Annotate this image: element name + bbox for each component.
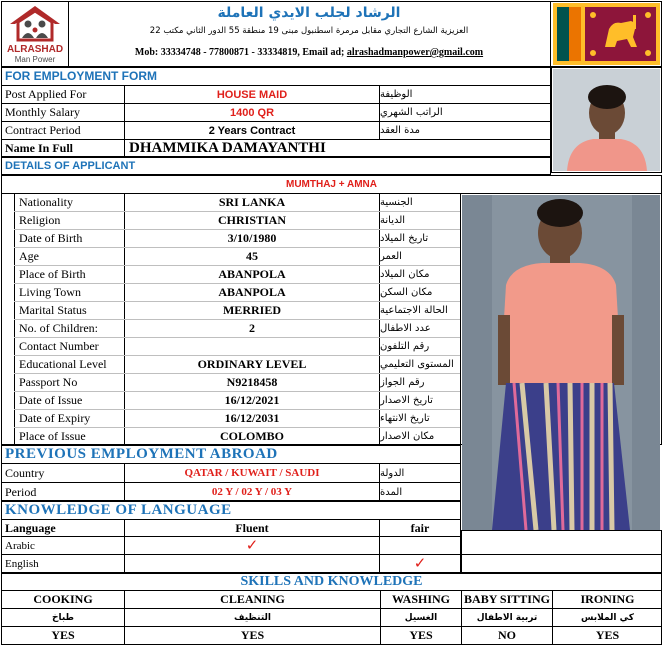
name-label: Name In Full [5,141,74,155]
skill-name: IRONING [580,592,635,606]
full-name: DHAMMIKA DAMAYANTHI [129,140,326,156]
detail-label: Marital Status [19,303,87,317]
detail-label: Date of Issue [19,393,83,407]
section-language: KNOWLEDGE OF LANGUAGE [5,501,232,518]
detail-label-ar: مكان الميلاد [380,269,430,280]
detail-label: Place of Issue [19,429,86,443]
detail-value: 2 [249,321,255,335]
logo-text: ALRASHAD [6,44,64,55]
detail-value [125,338,379,355]
detail-label-ar: تاريخ الميلاد [380,233,429,244]
detail-label-ar: مكان الاصدار [380,431,435,442]
detail-label-ar: الحالة الاجتماعية [380,305,448,316]
skill-name: CLEANING [220,592,285,606]
applicant-photo-large [462,195,660,530]
detail-label: Date of Expiry [19,411,91,425]
contract-label-ar: مدة العقد [380,125,420,136]
detail-label-ar: الديانة [380,215,406,226]
skill-value: YES [595,628,620,642]
skill-name-ar: الغسيل [404,612,438,623]
section-previous: PREVIOUS EMPLOYMENT ABROAD [5,445,278,462]
detail-label-ar: تاريخ الانتهاء [380,413,430,424]
detail-label: Place of Birth [19,267,86,281]
detail-value: COLOMBO [219,429,284,443]
post-value: HOUSE MAID [216,88,288,101]
detail-value: ORDINARY LEVEL [197,357,307,371]
skill-value: YES [409,628,433,642]
agent-name: MUMTHAJ + AMNA [285,179,377,190]
salary-value: 1400 QR [229,106,275,119]
company-title-ar: الرشاد لجلب الايدي العاملة [217,5,401,21]
detail-label: Nationality [19,195,73,209]
period-value: 02 Y / 02 Y / 03 Y [211,486,293,498]
detail-value: 45 [246,249,258,263]
detail-value: ABANPOLA [218,285,286,299]
skill-value: NO [498,628,516,642]
contract-label: Contract Period [5,123,81,137]
detail-value: MERRIED [222,303,281,317]
post-label: Post Applied For [5,87,87,101]
skill-value: YES [240,628,265,642]
detail-value: SRI LANKA [218,195,286,209]
detail-label: Age [19,249,39,263]
detail-label-ar: عدد الاطفال [380,323,431,334]
skill-name-ar: طباخ [51,612,75,623]
detail-label: Contact Number [19,339,99,353]
detail-label-ar: العمر [380,251,402,262]
company-contact [70,47,548,58]
skill-name: BABY SITTING [464,592,550,606]
fluent-col-header: Fluent [235,520,269,535]
check-mark-icon: ✓ [245,538,259,554]
detail-value: 16/12/2031 [224,411,280,425]
salary-label-ar: الراتب الشهري [380,107,443,118]
detail-label-ar: تاريخ الاصدار [380,395,433,406]
detail-label-ar: مكان السكن [380,287,433,298]
detail-value: ABANPOLA [218,267,286,281]
country-value: QATAR / KUWAIT / SAUDI [184,467,320,479]
country-label-ar: الدولة [380,467,405,479]
detail-label-ar: الجنسية [380,197,413,208]
detail-label: No. of Children: [19,321,98,335]
period-label-ar: المدة [380,486,403,498]
house-people-icon [4,4,66,44]
applicant-photo-small [553,69,660,171]
period-label: Period [5,484,37,499]
skill-value: YES [51,628,75,642]
english-fluent [125,555,379,572]
language-arabic: Arabic [5,539,35,552]
company-address-ar: العزيزية الشارع التجاري مقابل مرمرة اسطنبول مبنى 19 منطقة 55 الدور الثاني مكتب 22 [149,26,469,36]
contract-value: 2 Years Contract [208,124,296,137]
detail-value: 3/10/1980 [227,231,277,245]
detail-value: N9218458 [226,375,278,389]
detail-label: Educational Level [19,357,107,371]
post-label-ar: الوظيفة [380,89,413,100]
logo-subtext: Man Power [14,55,56,64]
detail-label: Living Town [19,285,81,299]
detail-label-ar: رقم الجواز [380,377,425,388]
sri-lanka-flag-icon [553,3,660,65]
skill-name-ar: التنظيف [234,612,271,623]
fair-col-header: fair [410,520,430,535]
section-employment: FOR EMPLOYMENT FORM [5,69,157,83]
detail-value: 16/12/2021 [224,393,280,407]
detail-label: Passport No [19,375,78,389]
language-english: English [5,557,39,570]
skill-name-ar: تربية الاطفال [476,612,538,623]
contact-email[interactable]: alrashadmanpower@gmail.com [346,47,484,58]
section-applicant: DETAILS OF APPLICANT [5,160,136,172]
skill-name-ar: كي الملابس [581,612,634,623]
language-col-header: Language [5,520,56,535]
detail-label: Date of Birth [19,231,83,245]
detail-label: Religion [19,213,61,227]
section-skills: SKILLS AND KNOWLEDGE [240,573,423,589]
detail-label-ar: المستوى التعليمي [380,359,454,370]
arabic-fair [380,537,460,554]
detail-value: CHRISTIAN [217,213,286,227]
salary-label: Monthly Salary [5,105,80,119]
country-label: Country [5,465,45,480]
skill-name: WASHING [391,592,450,606]
check-mark-icon: ✓ [413,556,427,572]
skill-name: COOKING [33,592,93,606]
detail-label-ar: رقم التلفون [380,341,430,352]
logo [4,4,66,64]
contact-phones: Mob: 33334748 - 77800871 - 33334819, Email ad; [134,47,347,58]
